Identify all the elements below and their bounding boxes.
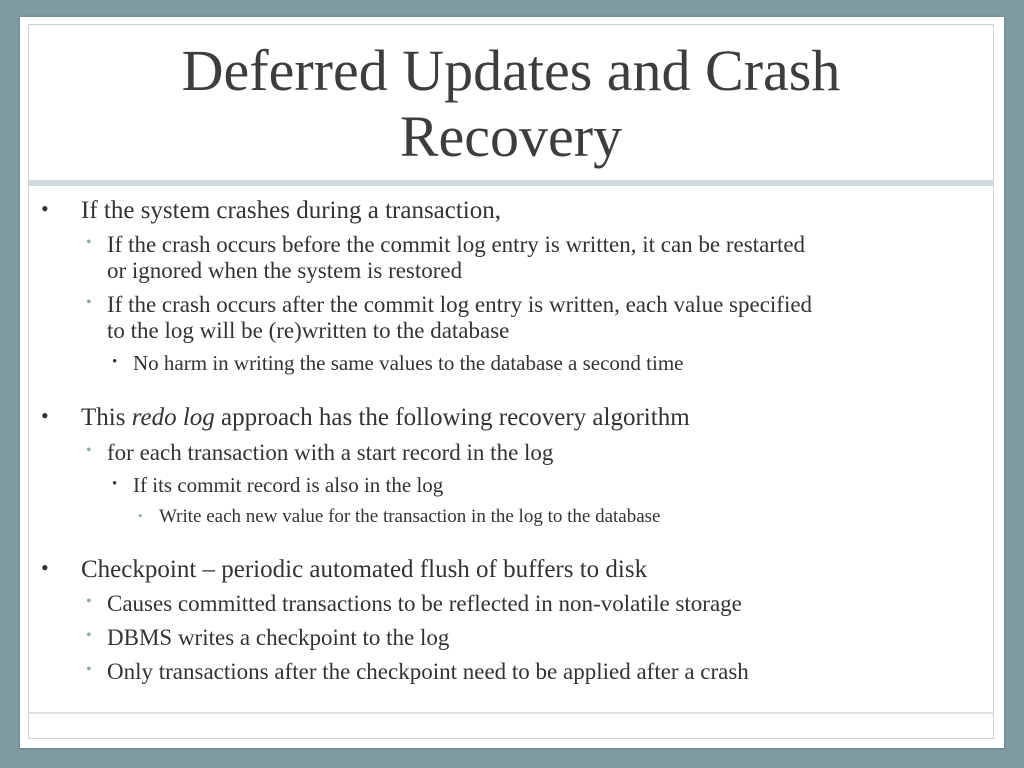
- bullet-marker: •: [86, 442, 92, 459]
- bullet-marker: •: [86, 661, 92, 678]
- bullet-marker: •: [86, 593, 92, 610]
- bullet-marker: •: [112, 354, 118, 370]
- bullet-text: DBMS writes a checkpoint to the log: [107, 625, 450, 650]
- bullet-text: If the system crashes during a transaction,: [81, 197, 502, 224]
- bullet-marker: •: [41, 403, 49, 428]
- slide-title-line-2: Recovery: [399, 104, 623, 169]
- bullet-text: This redo log approach has the following recovery algorithm: [81, 404, 690, 431]
- bullet-text: Only transactions after the checkpoint need to be applied after a crash: [107, 659, 749, 684]
- footer-divider: [29, 712, 994, 714]
- bullet-text: Causes committed transactions to be reflected in non-volatile storage: [107, 591, 742, 616]
- bullet-text: If the crash occurs after the commit log entry is written, each value specified: [107, 292, 813, 317]
- bullet-text: Checkpoint – periodic automated flush of buffers to disk: [81, 556, 648, 583]
- slide-body: [20, 17, 1004, 748]
- bullet-marker: •: [86, 234, 92, 251]
- bullet-text-continued: to the log will be (re)written to the database: [107, 318, 510, 343]
- bullet-marker: •: [112, 476, 118, 492]
- bullet-marker: •: [86, 294, 92, 311]
- bullet-text: for each transaction with a start record in the log: [107, 440, 554, 465]
- slide-title-line-1: Deferred Updates and Crash: [181, 38, 841, 104]
- bullet-marker: •: [41, 196, 49, 221]
- bullet-text: If the crash occurs before the commit log entry is written, it can be restarted: [107, 232, 806, 257]
- bullet-text: No harm in writing the same values to the database a second time: [133, 351, 684, 375]
- bullet-marker: •: [41, 555, 49, 580]
- bullet-marker: •: [86, 627, 92, 644]
- bullet-text: If its commit record is also in the log: [133, 473, 444, 497]
- bullet-marker: •: [138, 508, 143, 523]
- slide: [20, 17, 1004, 748]
- bullet-text: Write each new value for the transaction in the log to the database: [159, 506, 661, 527]
- bullet-text-continued: or ignored when the system is restored: [107, 258, 463, 283]
